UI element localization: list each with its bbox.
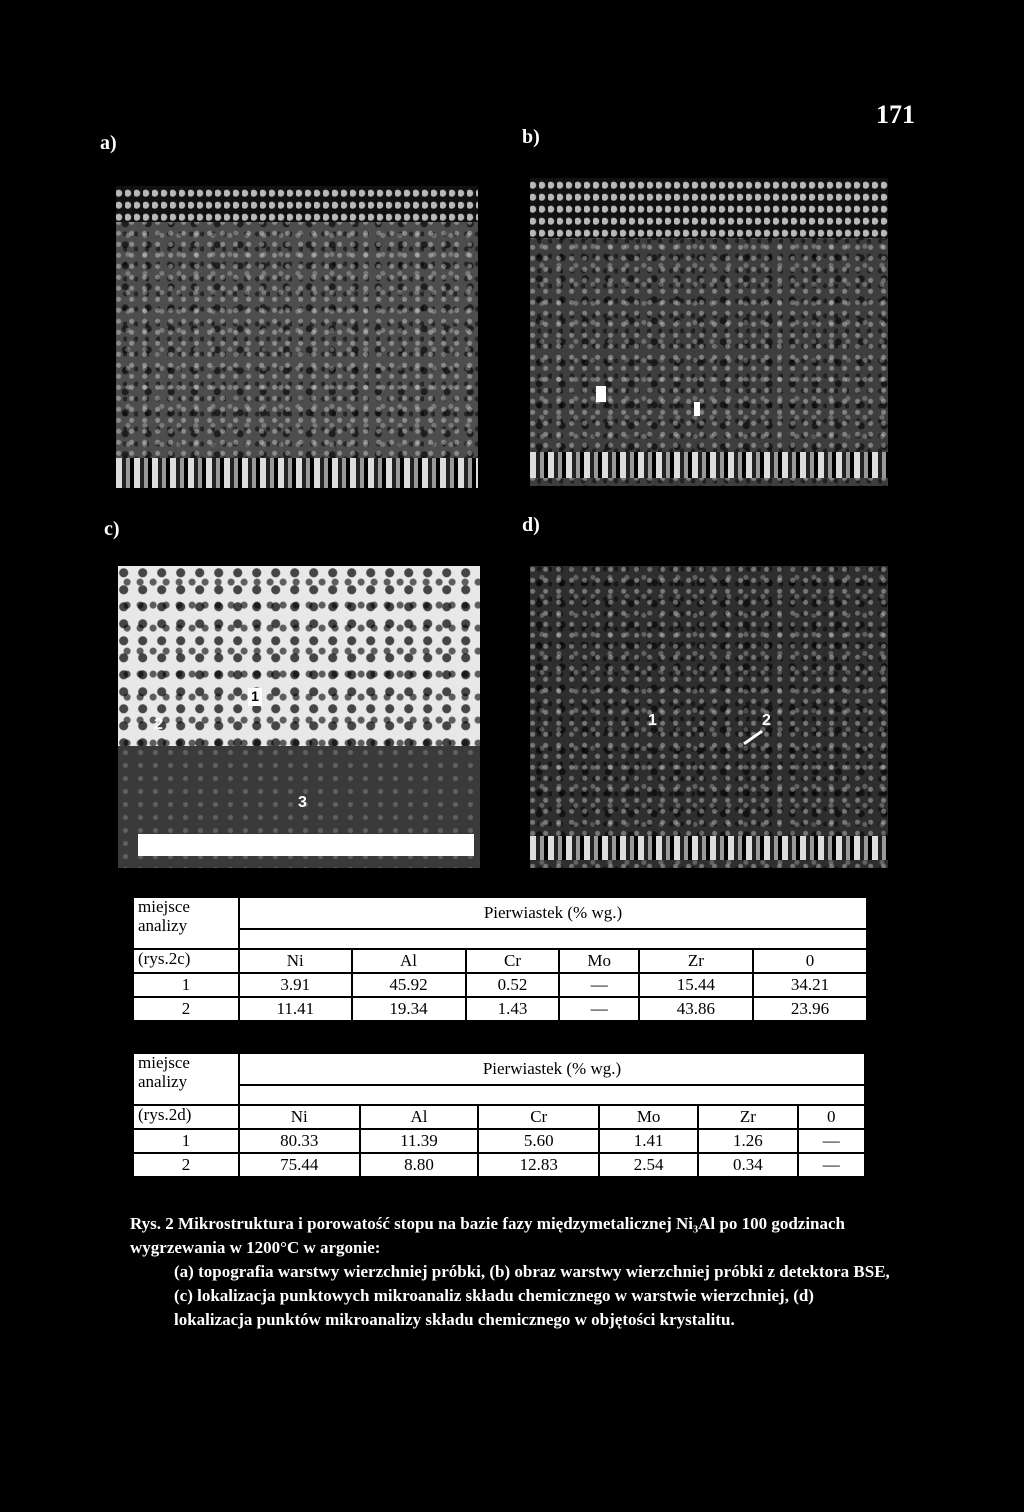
table-d-loc-header: miejsce analizy (133, 1053, 239, 1105)
micrograph-b (530, 178, 888, 486)
table-d-group-header: Pierwiastek (% wg.) (239, 1053, 865, 1085)
panel-b-label: b) (522, 126, 540, 148)
table-c-column-row: (rys.2c) Ni Al Cr Mo Zr 0 (133, 949, 867, 973)
point-d-2: 2 (762, 712, 771, 729)
point-c-3: 3 (298, 794, 307, 811)
table-d-column-row: (rys.2d) Ni Al Cr Mo Zr 0 (133, 1105, 865, 1129)
table-row: 1 80.33 11.39 5.60 1.41 1.26 — (133, 1129, 865, 1153)
micrograph-a (116, 186, 478, 488)
micrograph-d (530, 566, 888, 868)
caption-line-1: Rys. 2 Mikrostruktura i porowatość stopu na bazie fazy międzymetalicznej Ni₃Al po 100 godzinach wygrzewania w 1200°C w argonie: (130, 1214, 846, 1257)
micrograph-c (118, 566, 480, 868)
table-c-group-header: Pierwiastek (% wg.) (239, 897, 867, 929)
caption-line-2: (a) topografia warstwy wierzchniej próbki, (b) obraz warstwy wierzchniej próbki z detektora BSE, (c) lokalizacja punktowych mikroanaliz składu chemicznego w warstwie wierzchniej, (d) lokalizacja punktów mikroanalizy składu chemicznego w objętości krystalitu. (174, 1262, 890, 1329)
panel-d-label: d) (522, 514, 540, 536)
table-analysis-2c (132, 896, 868, 1022)
point-d-1: 1 (648, 712, 657, 729)
marker-b-2 (694, 402, 700, 416)
table-analysis-2d (132, 1052, 866, 1178)
marker-b-1 (596, 386, 606, 402)
panel-a-label: a) (100, 132, 117, 154)
point-c-1: 1 (248, 688, 262, 706)
page-number: 171 (876, 100, 915, 129)
point-c-2: 2 (154, 716, 163, 733)
figure-caption (130, 1212, 890, 1332)
table-row: 2 75.44 8.80 12.83 2.54 0.34 — (133, 1153, 865, 1177)
panel-c-label: c) (104, 518, 120, 540)
table-row: 1 3.91 45.92 0.52 — 15.44 34.21 (133, 973, 867, 997)
table-row: 2 11.41 19.34 1.43 — 43.86 23.96 (133, 997, 867, 1021)
table-c-loc-header: miejsce analizy (133, 897, 239, 949)
